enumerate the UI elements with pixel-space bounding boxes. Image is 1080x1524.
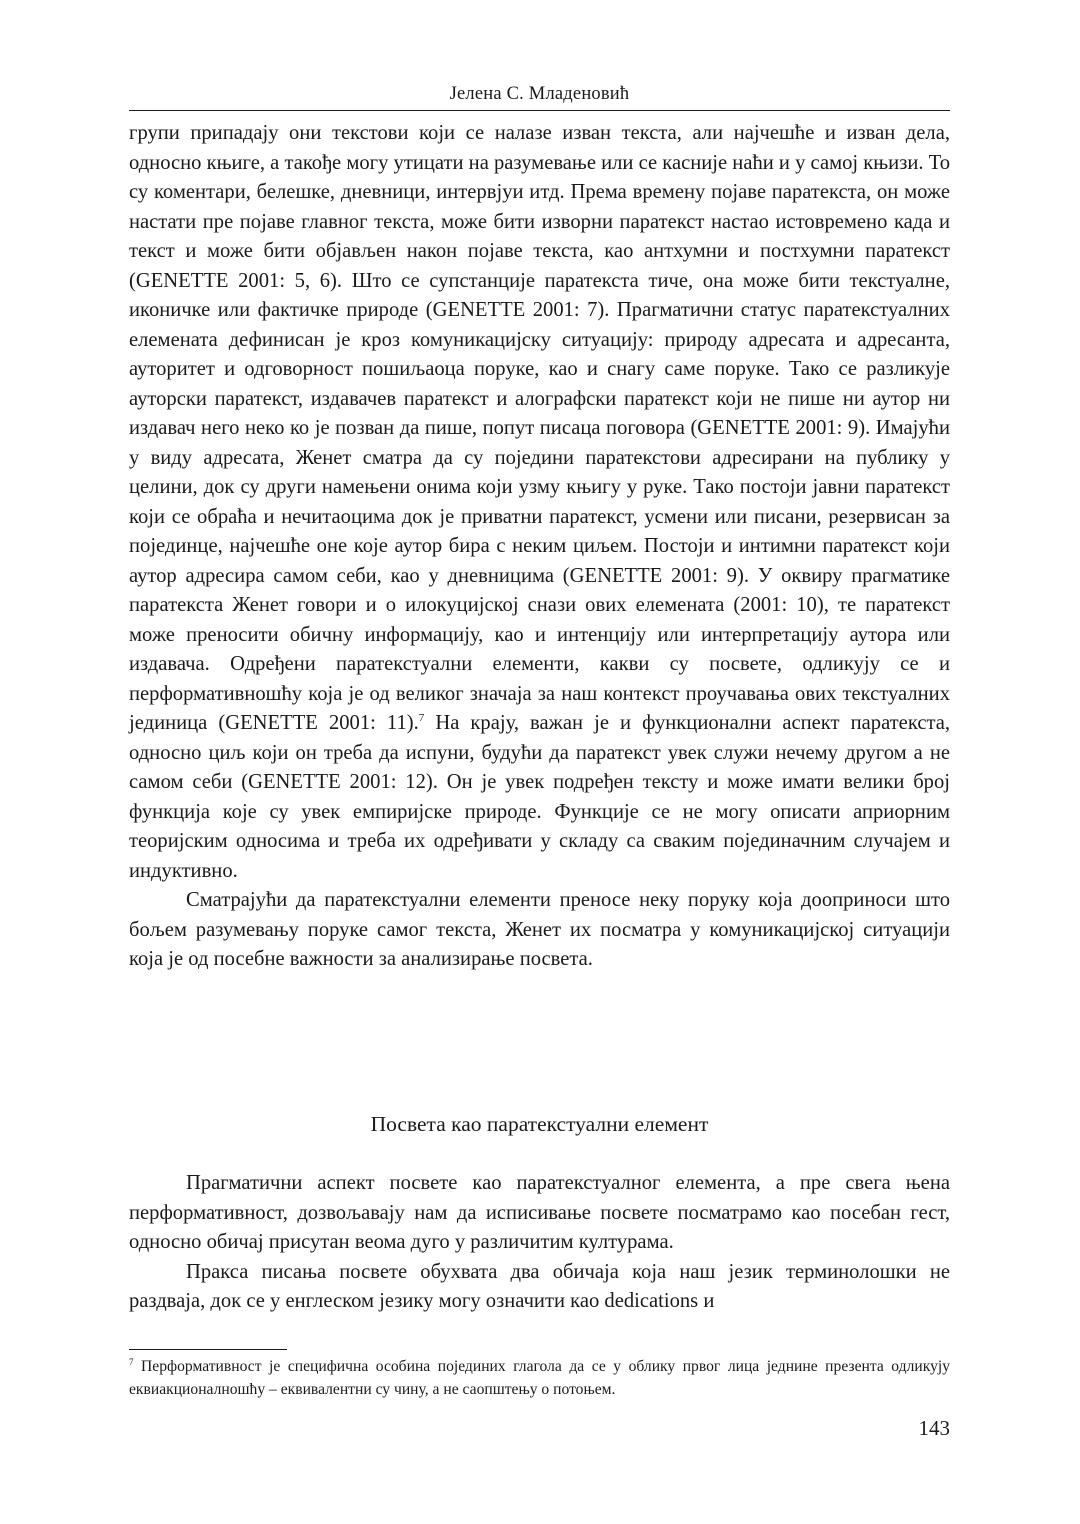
paragraph-1-tail: На крају, важан је и функционални аспект паратекста, односно циљ који он треба да испуни, будући да паратекст увек служи нечему другом а не самом себи (GENETTE 2001: 12). Он је увек подређен тексту и може имати велики број функција које су увек емпиријске природе. Функције се не могу описати априорним теоријским односима и треба их одређивати у складу са сваким појединачним случајем и индуктивно.: [129, 712, 950, 882]
page: [129, 0, 950, 1524]
footnote-reference: 7: [418, 712, 425, 725]
header-rule: [129, 110, 950, 111]
section-body: [129, 1169, 950, 1317]
section-paragraph-2: Пракса писања посвете обухвата два обичаја која наш језик терминолошки не раздваја, док се у енглеском језику могу означити као dedications и: [129, 1260, 950, 1312]
section-paragraph-1: Прагматични аспект посвете као паратекстуалног елемента, а пре свега њена перформативност, дозвољавају нам да исписивање посвете посматрамо као посебан гест, односно обичај присутан веома дуго у различитим културама.: [129, 1172, 950, 1253]
footnote-marker: 7: [129, 1356, 134, 1367]
footnote: [129, 1356, 950, 1401]
section-heading: Посвета као паратекстуални елемент: [370, 1112, 709, 1136]
paragraph-1-text: групи припадају они текстови који се налазе изван текста, али најчешће и изван дела, односно књиге, а такође могу утицати на разумевање или се касније наћи и у самој књизи. То су коментари, белешке, дневници, интервјуи итд. Према времену појаве паратекста, он може настати пре појаве главног текста, може бити изворни паратекст настао истовремено када и текст и може бити објављен након појаве текста, као антхумни и постхумни паратекст (GENETTE 2001: 5, 6). Што се супстанције паратекста тиче, она може бити текстуалне, иконичке или фактичке природе (GENETTE 2001: 7). Прагматични статус паратекстуалних елемената дефинисан је кроз комуникацијску ситуацију: природу адресата и адресанта, ауторитет и одговорност пошиљаоца поруке, као и снагу саме поруке. Тако се разликује ауторски паратекст, издавачев паратекст и алографски паратекст који не пише ни аутор ни издавач него неко ко је позван да пише, попут писаца поговора (GENETTE 2001: 9). Имајући у виду адресата, Женет сматра да су поједини паратекстови адресирани на публику у целини, док су други намењени онима који узму књигу у руке. Тако постоји јавни паратекст који се обраћа и нечитаоцима док је приватни паратекст, усмени или писани, резервисан за појединце, најчешће оне које аутор бира с неким циљем. Постоји и интимни паратекст који аутор адресира самом себи, као у дневницима (GENETTE 2001: 9). У оквиру прагматике паратекста Женет говори и о илокуцијској снази ових елемената (2001: 10), те паратекст може преносити обичну информацију, као и интенцију или интерпретацију аутора или издавача. Одређени паратекстуални елементи, какви су посвете, одликују се и перформативношћу која је од великог значаја за наш контекст проучавања ових текстуалних јединица (GENETTE 2001: 11).: [129, 122, 950, 734]
body-text: [129, 119, 950, 975]
page-number: 143: [918, 1416, 950, 1440]
footnote-text: Перформативност је специфична особина појединих глагола да се у облику првог лица једнине презента одликују еквиакционалношћу – еквивалентни су чину, а не саопштењу о потоњем.: [129, 1358, 950, 1398]
footnote-rule: [129, 1349, 287, 1350]
paragraph-2: Сматрајући да паратекстуални елементи преносе неку поруку која дооприноси што бољем разумевању поруке самог текста, Женет их посматра у комуникацијској ситуацији која је од посебне важности за анализирање посвета.: [129, 889, 950, 970]
paragraph-1: [129, 119, 950, 886]
running-head: Јелена С. Младеновић: [449, 84, 630, 104]
